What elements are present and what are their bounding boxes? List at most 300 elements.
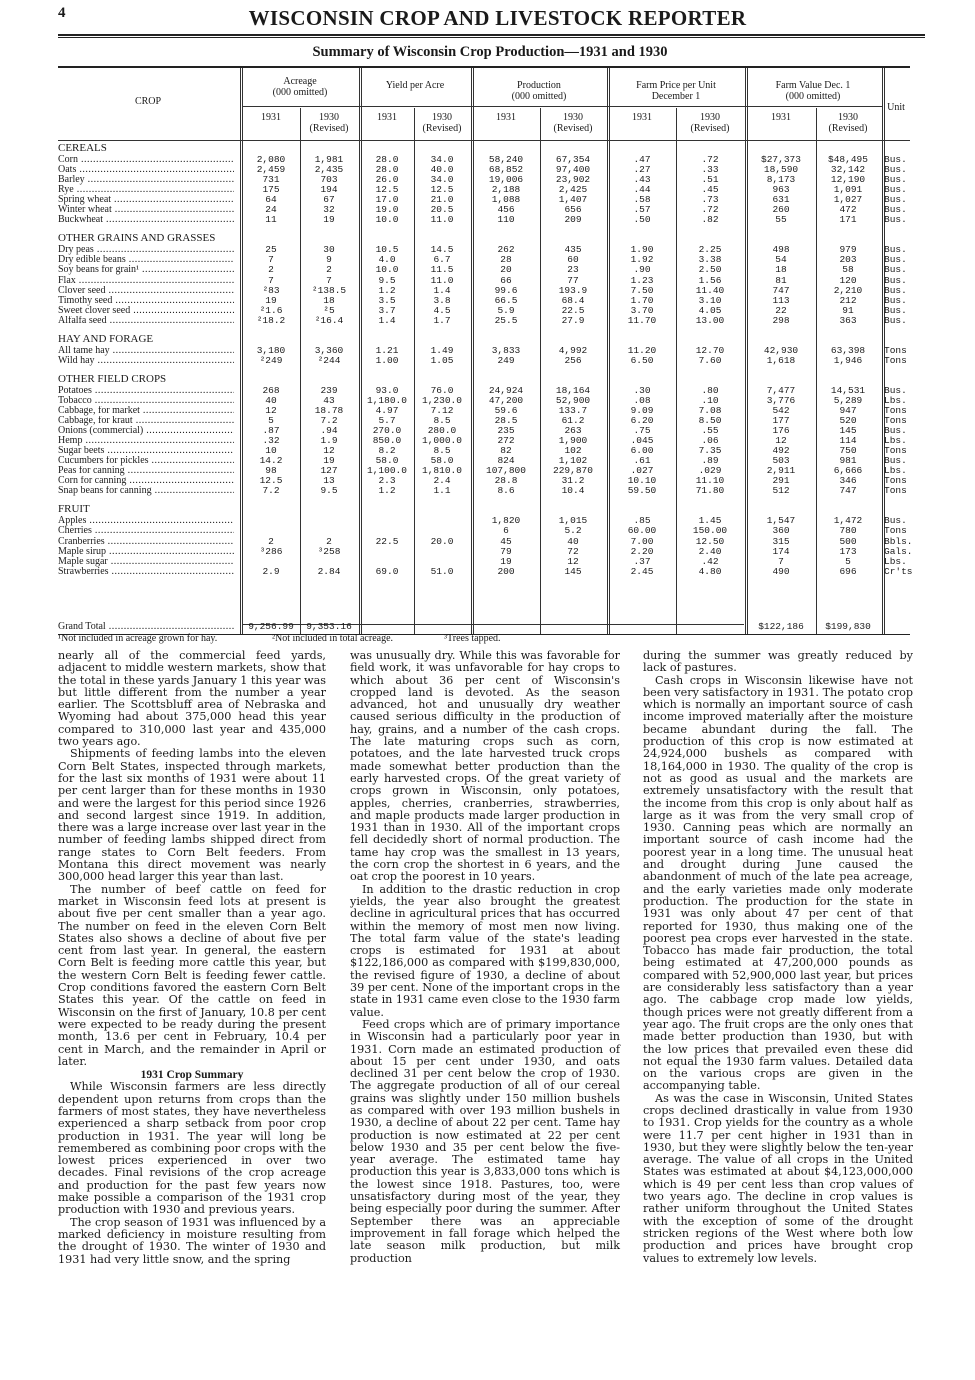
table-cell: .87	[262, 425, 280, 437]
table-cell: 45	[500, 535, 512, 547]
paragraph: In addition to the drastic reduction in crop yields, the year also brought the greatest decline in agricultural prices that has occurred within the memory of most men now living. The total farm value of the state's leading crops is estimated for 1931 at about $122,186,000 as compared with $199,830,000, the revised figure of 1930, a decline of about 39 per cent. None of the important crops in the state in 1931 came even close to the 1930 farm value.	[350, 882, 620, 1019]
crop-name: Dry peas .....	[58, 245, 234, 255]
table-cell: 456	[497, 204, 515, 216]
table-cell: .61	[633, 455, 651, 467]
table-cell: 268	[262, 384, 280, 396]
table-cell: 17.0	[375, 194, 399, 206]
crop-name: Timothy seed .....	[58, 296, 234, 306]
table-cell: 127	[320, 465, 338, 477]
table-cell: 7	[268, 254, 274, 266]
crop-name: Onions (commercial) .....	[58, 426, 234, 436]
table-cell: 42,930	[763, 344, 799, 356]
table-cell: 19	[500, 555, 512, 567]
table-cell: 12.50	[695, 535, 725, 547]
table-cell: 69.0	[375, 565, 399, 577]
page-title: WISCONSIN CROP AND LIVESTOCK REPORTER	[248, 6, 747, 30]
table-cell: 5,289	[833, 394, 863, 406]
table-cell: 2,188	[491, 184, 521, 196]
table-cell: 60	[567, 254, 579, 266]
grand-total-cell: $122,186	[758, 621, 804, 632]
footnote-3: ³Trees tapped.	[444, 633, 501, 644]
table-cell: 14,531	[830, 384, 866, 396]
header-year-1931: 1931	[377, 112, 397, 123]
table-cell: 1,547	[766, 515, 796, 527]
table-cell: Bus.	[884, 455, 907, 467]
table-cell: 52,900	[555, 394, 591, 406]
table-cell: 2,459	[256, 164, 286, 176]
table-cell: .30	[633, 384, 651, 396]
table-cell: 1.90	[630, 244, 654, 256]
table-cell: 14.5	[430, 244, 454, 256]
section-heading: FRUIT	[58, 503, 90, 516]
table-cell: 291	[772, 475, 790, 487]
table-cell: 363	[839, 314, 857, 326]
table-cell: 10.10	[627, 475, 657, 487]
table-cell: 2.40	[698, 545, 722, 557]
table-cell: 14.2	[259, 455, 283, 467]
crop-name: Flax .....	[58, 276, 234, 286]
table-cell: Tons	[884, 525, 907, 537]
table-cell: 58	[842, 264, 854, 276]
table-cell: 1.49	[430, 344, 454, 356]
table-cell: 19,006	[488, 174, 524, 186]
table-cell: .43	[633, 174, 651, 186]
table-cell: 79	[500, 545, 512, 557]
table-cell: 67,354	[555, 154, 591, 165]
crop-summary-table	[58, 66, 913, 635]
table-cell: 18,590	[763, 164, 799, 176]
table-cell: 4.0	[378, 254, 396, 266]
table-cell: 10.0	[375, 214, 399, 226]
table-cell: ²138.5	[311, 284, 347, 296]
table-cell: .51	[701, 174, 719, 186]
table-cell: 82	[500, 445, 512, 457]
table-cell: 1,981	[314, 154, 344, 165]
table-cell: 12.5	[259, 475, 283, 487]
table-cell: 850.0	[372, 435, 402, 447]
paragraph: during the summer was greatly reduced by lack of pastures.	[643, 649, 913, 675]
table-cell: 25.5	[494, 314, 518, 326]
table-cell: 3.38	[698, 254, 722, 266]
table-cell: 77	[567, 274, 579, 286]
table-cell: 68.4	[561, 294, 585, 306]
table-cell: 249	[497, 354, 515, 366]
table-cell: 9.5	[320, 485, 338, 497]
table-cell: 1.1	[433, 485, 451, 497]
table-cell: 631	[772, 194, 790, 206]
table-cell: 4.97	[375, 404, 399, 416]
table-cell: 20.0	[430, 535, 454, 547]
table-cell: 61.2	[561, 415, 585, 426]
table-cell: .06	[701, 435, 719, 447]
paragraph: nearly all of the commercial feed yards, adjacent to middle western markets, show that the total in these yards January 1 this year was but little different from the number a year earlier. The Scottsbluff area of Nebraska and Wyoming had about 375,000 head this year compared to 310,000 last year and 435,000 two years ago.	[58, 649, 326, 749]
table-cell: 963	[772, 184, 790, 196]
table-cell: 8.5	[433, 415, 451, 426]
table-cell: 3.8	[433, 294, 451, 306]
table-cell: 97,400	[555, 164, 591, 176]
table-cell: 24,924	[488, 384, 524, 396]
crop-name: Wild hay .....	[58, 356, 234, 366]
table-cell: 696	[839, 565, 857, 577]
table-cell: 59.50	[627, 485, 657, 497]
table-cell: 1,180.0	[367, 394, 407, 406]
table-cell: ²244	[317, 354, 341, 366]
table-cell: 1,810.0	[422, 465, 462, 477]
table-cell: 6.50	[630, 354, 654, 366]
header-farm-value: Farm Value Dec. 1 (000 omitted)	[775, 80, 851, 102]
table-cell: 19	[323, 214, 335, 226]
table-cell: 1,027	[833, 194, 863, 206]
table-cell: 6	[503, 525, 509, 537]
table-cell: 145	[839, 425, 857, 437]
table-cell: 7.12	[430, 404, 454, 416]
table-cell: Bus.	[884, 174, 907, 186]
table-cell: ³258	[317, 545, 341, 557]
table-cell: .72	[701, 204, 719, 216]
table-cell: 23	[567, 264, 579, 276]
paragraph: The number of beef cattle on feed for market in Wisconsin feed lots at present is about five per cent smaller than a year ago. The number on feed in the eleven Corn Belt States also shows a decline of about five per cent from last year. In general, the eastern Corn Belt is feeding more cattle this year, but the western Corn Belt is feeding fewer cattle. Crop conditions favored the eastern Corn Belt States this year. Of the cattle on feed in Wisconsin on the first of January, 10.8 per cent were expected to be ready during the present month, 13.6 per cent in February, 10.4 per cent in March, and the remainder in April or later.	[58, 882, 326, 1068]
table-cell: .029	[698, 465, 722, 477]
table-cell: 59.6	[494, 404, 518, 416]
table-cell: 7.60	[698, 354, 722, 366]
table-cell: 5.9	[497, 304, 515, 316]
table-cell: 1.4	[433, 284, 451, 296]
table-cell: Tons	[884, 404, 907, 416]
table-cell: 2	[268, 264, 274, 276]
table-cell: 18	[323, 294, 335, 306]
table-cell: 7	[268, 274, 274, 286]
table-cell: 11.70	[627, 314, 657, 326]
table-cell: 43	[323, 394, 335, 406]
table-cell: 7.08	[698, 404, 722, 416]
section-heading: OTHER GRAINS AND GRASSES	[58, 232, 216, 245]
table-cell: 28.0	[375, 164, 399, 176]
table-cell: 1.70	[630, 294, 654, 306]
table-cell: 260	[772, 204, 790, 216]
article-column-2	[350, 650, 620, 1265]
table-cell: 32	[323, 204, 335, 216]
crop-name: Cherries .....	[58, 526, 234, 536]
table-cell: 11.40	[695, 284, 725, 296]
table-cell: 58.0	[375, 455, 399, 467]
table-cell: 7.00	[630, 535, 654, 547]
table-cell: 64	[265, 194, 277, 206]
header-bottom-rule	[58, 140, 910, 141]
table-cell: Bus.	[884, 425, 907, 437]
footnote-2: ²Not included in total acreage.	[272, 633, 394, 644]
table-cell: 1,900	[558, 435, 588, 447]
table-cell: 175	[262, 184, 280, 196]
table-cell: Lbs.	[884, 435, 907, 447]
table-cell: 3,776	[766, 394, 796, 406]
table-cell: 177	[772, 415, 790, 426]
table-cell: Lbs.	[884, 465, 907, 477]
crop-name: Clover seed .....	[58, 286, 234, 296]
table-cell: 10.0	[375, 264, 399, 276]
table-cell: 6.20	[630, 415, 654, 426]
table-cell: 20.5	[430, 204, 454, 216]
table-cell: 91	[842, 304, 854, 316]
header-year-1930: 1930 (Revised)	[309, 112, 349, 134]
table-cell: .55	[701, 425, 719, 437]
table-cell: 239	[320, 384, 338, 396]
table-cell: 5.7	[378, 415, 396, 426]
table-cell: 1.21	[375, 344, 399, 356]
table-cell: 1,015	[558, 515, 588, 527]
table-cell: .32	[262, 435, 280, 447]
table-cell: 22.5	[561, 304, 585, 316]
table-cell: 2,911	[766, 465, 796, 477]
table-cell: 1,820	[491, 515, 521, 527]
table-cell: Lbs.	[884, 394, 907, 406]
table-cell: 2.9	[262, 565, 280, 577]
table-cell: 542	[772, 404, 790, 416]
table-cell: 2,080	[256, 154, 286, 165]
table-cell: 315	[772, 535, 790, 547]
table-cell: Tons	[884, 485, 907, 497]
table-cell: 229,870	[553, 465, 593, 477]
table-cell: 1,230.0	[422, 394, 462, 406]
table-cell: 7	[778, 555, 784, 567]
table-cell: 66.5	[494, 294, 518, 306]
table-cell: 10.5	[375, 244, 399, 256]
table-cell: .75	[633, 425, 651, 437]
crop-name: Sugar beets .....	[58, 446, 234, 456]
table-cell: Bus.	[884, 194, 907, 206]
table-cell: 7.50	[630, 284, 654, 296]
table-cell: 7,477	[766, 384, 796, 396]
table-cell: 34.0	[430, 174, 454, 186]
table-cell: 10.4	[561, 485, 585, 497]
table-cell: 110	[497, 214, 515, 226]
header-farm-price: Farm Price per Unit December 1	[636, 80, 716, 102]
table-cell: Bus.	[884, 204, 907, 216]
table-cell: 500	[839, 535, 857, 547]
table-cell: 13.00	[695, 314, 725, 326]
table-cell: 1,946	[833, 354, 863, 366]
table-cell: Bus.	[884, 294, 907, 306]
table-cell: 28	[500, 254, 512, 266]
table-cell: 193.9	[558, 284, 588, 296]
header-crop: CROP	[134, 96, 162, 107]
table-cell: 1,102	[558, 455, 588, 467]
table-cell: 24	[265, 204, 277, 216]
table-cell: 7.35	[698, 445, 722, 457]
table-cell: .10	[701, 394, 719, 406]
table-cell: 981	[839, 455, 857, 467]
table-cell: 102	[564, 445, 582, 457]
table-cell: Bus.	[884, 384, 907, 396]
table-cell: 7	[326, 274, 332, 286]
table-cell: 11	[265, 214, 277, 226]
table-cell: 31.2	[561, 475, 585, 487]
table-cell: 22	[775, 304, 787, 316]
table-cell: 174	[772, 545, 790, 557]
table-cell: 256	[564, 354, 582, 366]
table-cell: 150.00	[692, 525, 728, 537]
section-heading: 1931 Crop Summary	[140, 1069, 244, 1082]
table-cell: 7.2	[320, 415, 338, 426]
table-cell: 2	[326, 535, 332, 547]
table-cell: 10	[265, 445, 277, 457]
table-cell: 1,088	[491, 194, 521, 206]
table-cell: 19.0	[375, 204, 399, 216]
table-cell: 107,800	[486, 465, 526, 477]
table-cell: 703	[320, 174, 338, 186]
table-cell: $48,495	[828, 154, 868, 165]
table-cell: 40.0	[430, 164, 454, 176]
table-cell: 12.5	[375, 184, 399, 196]
table-cell: Bus.	[884, 214, 907, 226]
grand-total-cell: 9,256.99	[248, 621, 294, 632]
table-cell: 3,180	[256, 344, 286, 356]
table-cell: 145	[564, 565, 582, 577]
table-cell: 58.0	[430, 455, 454, 467]
crop-name: Dry edible beans .....	[58, 255, 234, 265]
crop-name: Hemp .....	[58, 436, 234, 446]
paragraph: The crop season of 1931 was influenced by a marked deficiency in moisture resulting from the drought of 1930. The winter of 1930 and 1931 had very little snow, and the spring	[58, 1215, 326, 1266]
table-cell: Bus.	[884, 264, 907, 276]
table-cell: 5.2	[564, 525, 582, 537]
table-cell: 40	[567, 535, 579, 547]
table-cell: 8.6	[497, 485, 515, 497]
header-year-1931: 1931	[632, 112, 652, 123]
table-cell: 133.7	[558, 404, 588, 416]
table-cell: $27,373	[761, 154, 801, 165]
table-cell: 68,852	[488, 164, 524, 176]
table-cell: 63,398	[830, 344, 866, 356]
table-cell: .90	[633, 264, 651, 276]
article-column-1	[58, 650, 326, 1266]
table-cell: 346	[839, 475, 857, 487]
section-heading: HAY AND FORAGE	[58, 332, 154, 345]
table-cell: 12,190	[830, 174, 866, 186]
table-cell: 28.5	[494, 415, 518, 426]
table-cell: 19	[265, 294, 277, 306]
header-acreage: Acreage (000 omitted)	[272, 76, 328, 98]
table-cell: 212	[839, 294, 857, 306]
table-cell: Tons	[884, 354, 907, 366]
table-cell: 2.3	[378, 475, 396, 487]
table-cell: 498	[772, 244, 790, 256]
page-number: 4	[58, 5, 66, 21]
table-cell: 6,666	[833, 465, 863, 477]
table-cell: 6.00	[630, 445, 654, 457]
table-cell: 8.2	[378, 445, 396, 457]
table-cell: 1.4	[378, 314, 396, 326]
crop-name: Tobacco .....	[58, 396, 234, 406]
table-cell: 20	[500, 264, 512, 276]
table-cell: 47,200	[488, 394, 524, 406]
table-cell: 11.0	[430, 214, 454, 226]
crop-name: Cabbage, for market .....	[58, 406, 234, 416]
table-cell: 2,210	[833, 284, 863, 296]
table-cell: 1,000.0	[422, 435, 462, 447]
table-cell: 7.2	[262, 485, 280, 497]
table-cell: 120	[839, 274, 857, 286]
table-cell: 8.50	[698, 415, 722, 426]
table-cell: .08	[633, 394, 651, 406]
table-cell: ³286	[259, 545, 283, 557]
table-cell: 1.56	[698, 274, 722, 286]
table-cell: 5	[268, 415, 274, 426]
table-cell: 750	[839, 445, 857, 457]
table-cell: 25	[265, 244, 277, 256]
header-year-1930: 1930 (Revised)	[828, 112, 868, 134]
header-year-1930: 1930 (Revised)	[422, 112, 462, 134]
table-cell: 2,425	[558, 184, 588, 196]
table-cell: 12	[775, 435, 787, 447]
table-cell: 824	[497, 455, 515, 467]
table-cell: Bus.	[884, 304, 907, 316]
table-cell: 22.5	[375, 535, 399, 547]
table-cell: 1.2	[378, 284, 396, 296]
table-cell: ²249	[259, 354, 283, 366]
table-cell: 54	[775, 254, 787, 266]
table-cell: 13	[323, 475, 335, 487]
table-cell: 18	[775, 264, 787, 276]
table-cell: 1.23	[630, 274, 654, 286]
table-cell: 12.5	[430, 184, 454, 196]
table-cell: 2.50	[698, 264, 722, 276]
table-cell: 780	[839, 525, 857, 537]
table-cell: .33	[701, 164, 719, 176]
table-cell: 1,472	[833, 515, 863, 527]
table-cell: 194	[320, 184, 338, 196]
table-cell: 12	[567, 555, 579, 567]
header-year-1930: 1930 (Revised)	[553, 112, 593, 134]
table-cell: .50	[633, 214, 651, 226]
table-cell: 656	[564, 204, 582, 216]
table-cell: .72	[701, 154, 719, 165]
table-subtitle: Summary of Wisconsin Crop Production—1931 and 1930	[312, 44, 668, 60]
header-year-1931: 1931	[771, 112, 791, 123]
table-cell: 2	[326, 264, 332, 276]
header-rule	[242, 106, 882, 107]
table-cell: Bus.	[884, 184, 907, 196]
table-cell: 747	[839, 485, 857, 497]
table-cell: .37	[633, 555, 651, 567]
table-cell: 435	[564, 244, 582, 256]
table-cell: .44	[633, 184, 651, 196]
crop-name: Alfalfa seed .....	[58, 316, 234, 326]
table-cell: 280.0	[427, 425, 457, 437]
table-cell: 1,407	[558, 194, 588, 206]
crop-name: Rye .....	[58, 185, 234, 195]
table-cell: .89	[701, 455, 719, 467]
table-cell: 1.92	[630, 254, 654, 266]
crop-name: Apples .....	[58, 516, 234, 526]
table-cell: 18.78	[314, 404, 344, 416]
table-cell: 26.0	[375, 174, 399, 186]
header-year-1931: 1931	[496, 112, 516, 123]
table-cell: Tons	[884, 415, 907, 426]
crop-name: All tame hay .....	[58, 346, 234, 356]
table-cell: 200	[497, 565, 515, 577]
table-cell: 23,902	[555, 174, 591, 186]
table-cell: 113	[772, 294, 790, 306]
table-cell: 66	[500, 274, 512, 286]
table-cell: 947	[839, 404, 857, 416]
table-cell: 490	[772, 565, 790, 577]
paragraph: was unusually dry. While this was favorable for field work, it was unfavorable for hay crops to which about 36 per cent of Wisconsin's cropped land is devoted. As the season advanced, hot and unusually dry weather caused serious difficulty in the production of hay, grains, and a number of the cash crops. The late maturing crops such as corn, potatoes, and the late harvested truck crops made somewhat better production than the early harvested crops. Of the great variety of crops grown in Wisconsin, only potatoes, apples, cherries, cranberries, strawberries, and maple products made larger production in 1931 than in 1930. All of the important crops fell decidedly short of normal production. The tame hay crop was the smallest in 13 years, the corn crop the shortest in 6 years, and the oat crop the poorest in 10 years.	[350, 649, 620, 884]
table-cell: Bus.	[884, 244, 907, 256]
table-cell: 171	[839, 214, 857, 226]
table-cell: Tons	[884, 475, 907, 487]
crop-name: Spring wheat .....	[58, 195, 234, 205]
header-year-1931: 1931	[261, 112, 281, 123]
table-cell: Bus.	[884, 314, 907, 326]
